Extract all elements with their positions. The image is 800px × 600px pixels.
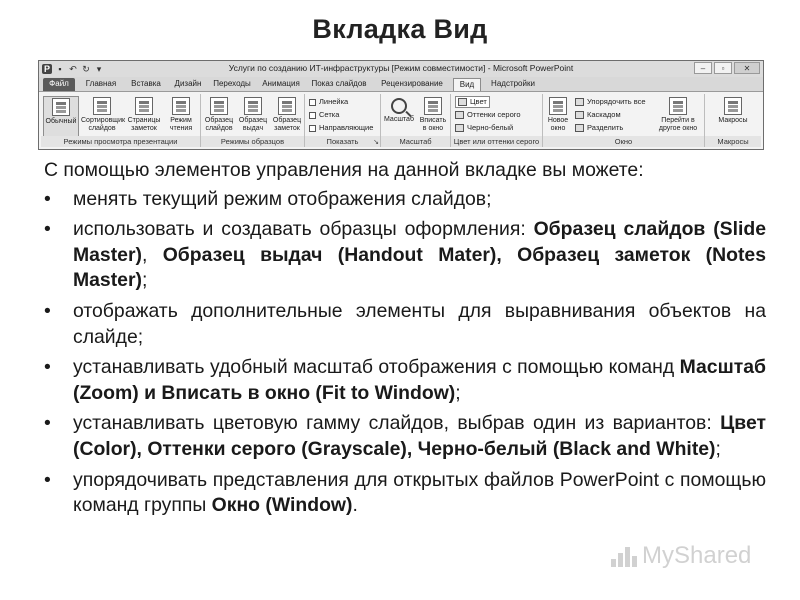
slide-master-label: Образец слайдов <box>204 117 234 132</box>
macros-button[interactable] <box>711 96 755 125</box>
tab-home[interactable]: Главная <box>85 79 117 88</box>
reading-view-icon <box>172 97 190 115</box>
ruler-check-icon <box>309 99 316 106</box>
watermark-text: MyShared <box>642 542 752 569</box>
grayscale-icon <box>455 111 464 119</box>
list-item-text: использовать и создавать образцы оформления: <box>73 218 534 241</box>
group-label-presentation-views: Режимы просмотра презентации <box>41 136 200 147</box>
watermark-chart-icon <box>610 543 638 569</box>
customize-qat-icon[interactable]: ▾ <box>96 64 102 74</box>
switch-windows-label: Перейти в другое окно <box>658 117 698 132</box>
minimize-icon[interactable]: – <box>694 62 712 74</box>
tab-insert[interactable]: Вставка <box>131 79 161 88</box>
notes-page-label: Страницы заметок <box>127 117 161 132</box>
bullet-icon: • <box>44 468 51 491</box>
arrange-all-icon <box>575 98 584 106</box>
group-window <box>543 94 705 147</box>
slide-sorter-icon <box>93 97 111 115</box>
window-controls <box>694 62 760 74</box>
group-label-show: Показать <box>305 136 380 147</box>
arrange-all-button[interactable] <box>575 97 646 107</box>
tab-design[interactable]: Дизайн <box>174 79 202 88</box>
watermark <box>610 539 770 573</box>
grayscale-button[interactable] <box>455 110 521 120</box>
ruler-checkbox[interactable] <box>309 97 348 107</box>
slide-title: Вкладка Вид <box>312 14 488 44</box>
arrange-all-label: Упорядочить все <box>587 97 646 106</box>
color-button[interactable] <box>455 96 490 108</box>
group-master-views <box>201 94 305 147</box>
guides-check-icon <box>309 125 316 132</box>
save-icon[interactable]: ▪ <box>58 64 62 74</box>
group-zoom <box>381 94 451 147</box>
group-label-macros: Макросы <box>705 136 761 147</box>
handout-master-label: Образец выдач <box>238 117 268 132</box>
powerpoint-logo-icon: P <box>43 64 50 74</box>
undo-icon[interactable]: ↶ <box>69 64 77 74</box>
slide-master-button[interactable] <box>203 96 235 133</box>
window-titlebar <box>39 61 763 78</box>
bullet-icon: • <box>44 218 51 241</box>
list-item <box>44 299 766 350</box>
list-item-bold: Образец выдач (Handout Mater), Образец заметок (Notes Master) <box>73 243 766 292</box>
ribbon-body <box>39 92 763 149</box>
normal-view-label: Обычный <box>45 118 77 125</box>
list-item-text: упорядочивать представления для открытых файлов PowerPoint с помощью команд группы <box>73 468 766 517</box>
tab-animations[interactable]: Анимация <box>262 79 300 88</box>
cascade-icon <box>575 111 584 119</box>
window-title: Услуги по созданию ИТ-инфраструктуры [Режим совместимости] - Microsoft PowerPoint <box>228 63 574 73</box>
black-white-label: Черно-белый <box>467 123 514 132</box>
fit-to-window-icon <box>424 97 442 115</box>
slide-sorter-label: Сортировщик слайдов <box>81 117 126 132</box>
color-icon <box>458 98 467 106</box>
list-item-text: менять текущий режим отображения слайдов; <box>73 187 492 210</box>
group-label-color: Цвет или оттенки серого <box>451 136 542 147</box>
list-item-text: ; <box>455 381 461 404</box>
list-item-text: ; <box>141 269 148 292</box>
magnifier-icon <box>391 98 407 114</box>
bullet-icon: • <box>44 412 51 435</box>
slide-sorter-button[interactable] <box>81 96 126 133</box>
list-item-bold: Цвет (Color), Оттенки серого (Grayscale), Черно-белый (Black and White) <box>73 412 766 460</box>
bullet-icon: • <box>44 299 51 322</box>
ruler-label: Линейка <box>319 97 349 106</box>
list-item-text: , <box>141 243 163 266</box>
notes-master-label: Образец заметок <box>272 117 302 132</box>
group-color <box>451 94 543 147</box>
handout-master-icon <box>244 97 262 115</box>
fit-to-window-button[interactable] <box>417 96 449 133</box>
black-white-button[interactable] <box>455 123 513 133</box>
list-item <box>44 468 766 519</box>
slide-master-icon <box>210 97 228 115</box>
new-window-label: Новое окно <box>547 117 569 132</box>
switch-windows-icon <box>669 97 687 115</box>
list-item-bold: Окно (Window) <box>211 494 353 517</box>
bullet-icon: • <box>44 187 51 210</box>
list-item <box>44 187 766 213</box>
tab-transitions[interactable]: Переходы <box>213 79 251 88</box>
notes-page-icon <box>135 97 153 115</box>
handout-master-button[interactable] <box>237 96 269 133</box>
list-item-text: устанавливать удобный масштаб отображения с помощью команд <box>73 356 680 379</box>
guides-label: Направляющие <box>319 123 374 132</box>
switch-windows-button[interactable] <box>653 96 703 133</box>
split-button[interactable] <box>575 123 623 133</box>
notes-master-button[interactable] <box>271 96 303 133</box>
tab-file[interactable]: Файл <box>43 78 75 91</box>
group-label-zoom: Масштаб <box>381 136 450 147</box>
reading-view-label: Режим чтения <box>169 117 193 132</box>
new-window-icon <box>549 97 567 115</box>
bullet-list <box>44 187 766 519</box>
tab-review[interactable]: Рецензирование <box>381 79 443 88</box>
list-item-text: . <box>352 494 358 517</box>
group-presentation-views <box>41 94 201 147</box>
ribbon-screenshot <box>38 60 764 150</box>
tab-addins[interactable]: Надстройки <box>491 79 535 88</box>
bullet-icon: • <box>44 356 51 379</box>
list-item-text: отображать дополнительные элементы для выравнивания объектов на слайде; <box>73 299 766 348</box>
list-item <box>44 217 766 294</box>
cascade-label: Каскадом <box>587 110 621 119</box>
zoom-label: Масштаб <box>384 116 414 123</box>
list-item-text: ; <box>715 437 721 460</box>
grayscale-label: Оттенки серого <box>467 110 521 119</box>
gridlines-check-icon <box>309 112 316 119</box>
list-item-bold: Образец слайдов (Slide Master) <box>73 218 766 266</box>
black-white-icon <box>455 124 464 132</box>
group-label-window: Окно <box>543 136 704 147</box>
normal-view-icon <box>52 98 70 116</box>
list-item-text: устанавливать цветовую гамму слайдов, выбрав один из вариантов: <box>73 412 721 435</box>
zoom-button[interactable] <box>383 96 415 124</box>
list-item <box>44 411 766 462</box>
group-macros <box>705 94 761 147</box>
reading-view-button[interactable] <box>165 96 197 133</box>
close-icon[interactable]: ✕ <box>734 62 760 74</box>
tab-view[interactable]: Вид <box>453 78 481 91</box>
ribbon-tabs <box>39 77 763 92</box>
split-label: Разделить <box>587 123 624 132</box>
cascade-button[interactable] <box>575 110 621 120</box>
notes-page-button[interactable] <box>125 96 163 133</box>
maximize-icon[interactable]: ▫ <box>714 62 732 74</box>
guides-checkbox[interactable] <box>309 123 373 133</box>
gridlines-label: Сетка <box>319 110 340 119</box>
group-label-master-views: Режимы образцов <box>201 136 304 147</box>
gridlines-checkbox[interactable] <box>309 110 339 120</box>
dialog-launcher-icon[interactable]: ↘ <box>373 139 379 146</box>
list-item <box>44 355 766 406</box>
color-label: Цвет <box>470 97 487 106</box>
new-window-button[interactable] <box>545 96 571 133</box>
redo-icon[interactable]: ↻ <box>82 64 90 74</box>
tab-slide-show[interactable]: Показ слайдов <box>311 79 367 88</box>
macros-label: Макросы <box>718 117 748 124</box>
fit-to-window-label: Вписать в окно <box>419 117 447 132</box>
slide-content <box>44 158 766 524</box>
normal-view-button[interactable] <box>43 96 79 139</box>
macros-icon <box>724 97 742 115</box>
group-show <box>305 94 381 147</box>
split-icon <box>575 124 584 132</box>
notes-master-icon <box>278 97 296 115</box>
intro-text: С помощью элементов управления на данной вкладке вы можете: <box>44 159 644 181</box>
list-item-bold: Масштаб (Zoom) и Вписать в окно (Fit to Window) <box>73 356 766 404</box>
